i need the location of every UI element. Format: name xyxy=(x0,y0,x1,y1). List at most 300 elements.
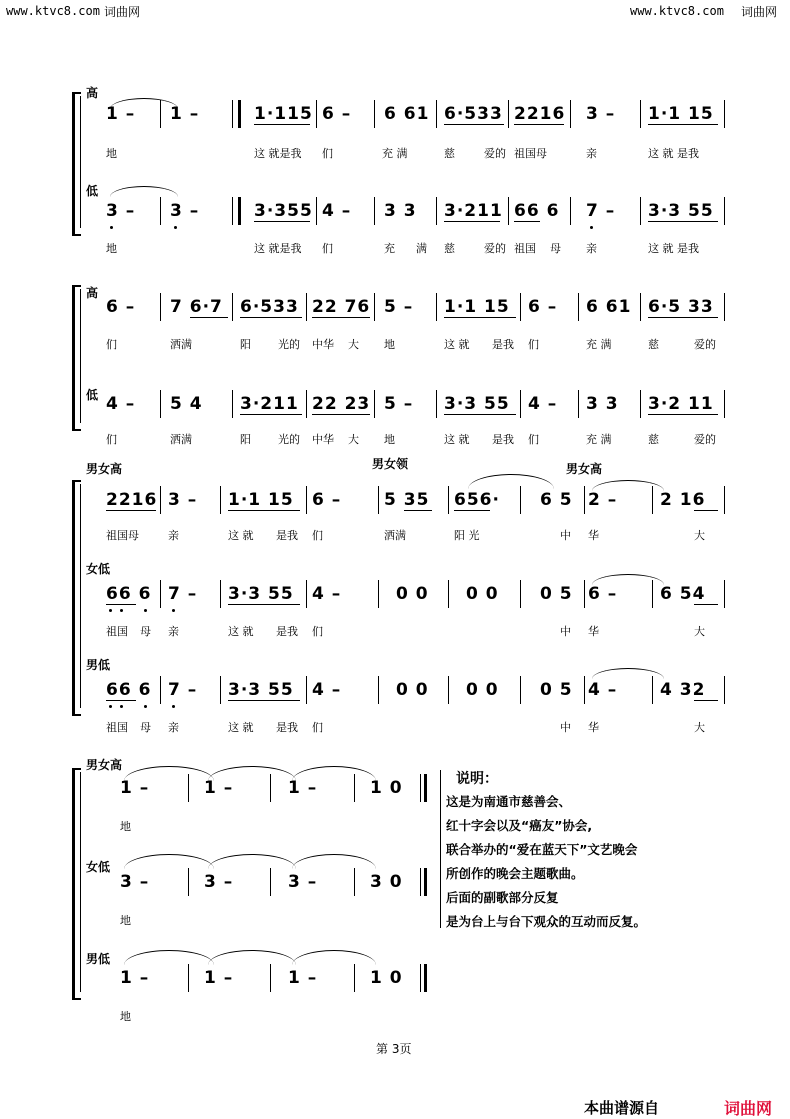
note-group: 3 0 xyxy=(370,872,403,892)
note-group: 656· xyxy=(454,490,500,510)
underline xyxy=(404,510,432,511)
underline xyxy=(694,604,718,605)
underline xyxy=(648,414,718,415)
note-group: 22 23 xyxy=(312,394,371,414)
note-group: 0 0 xyxy=(466,680,499,700)
lyric: 祖国 xyxy=(106,625,128,638)
lyric: 母 xyxy=(550,242,561,255)
barline xyxy=(160,580,161,608)
note-group: 1 – xyxy=(170,104,200,124)
underline xyxy=(240,414,302,415)
barline xyxy=(316,197,317,225)
barline xyxy=(724,390,725,418)
low-octave-dot xyxy=(144,705,147,708)
tie xyxy=(110,186,178,197)
underline xyxy=(228,510,300,511)
tie xyxy=(124,854,214,869)
barline xyxy=(578,293,579,321)
low-octave-dot xyxy=(590,226,593,229)
note-group: 1 – xyxy=(120,778,150,798)
lyric: 这 就 xyxy=(228,721,254,734)
barline xyxy=(232,390,233,418)
note-group: 2 – xyxy=(588,490,618,510)
underline xyxy=(444,221,500,222)
underline xyxy=(254,221,310,222)
barline xyxy=(570,197,571,225)
barline xyxy=(724,293,725,321)
notes-line: 红十字会以及“癌友”协会, xyxy=(446,818,593,833)
underline xyxy=(694,700,718,701)
header-left-site: 词曲网 xyxy=(104,5,141,19)
tie xyxy=(208,950,296,965)
note-group: 1·115 xyxy=(254,104,313,124)
underline xyxy=(694,510,718,511)
low-octave-dot xyxy=(109,609,112,612)
lyric: 地 xyxy=(106,242,117,255)
final-barline xyxy=(424,774,427,802)
note-group: 3·211 xyxy=(444,201,503,221)
voice-label-male-female-high: 男女高 xyxy=(86,758,123,772)
lyric: 中华 xyxy=(312,433,334,446)
lyric: 爱的 xyxy=(484,242,506,255)
barline xyxy=(188,964,189,992)
underline xyxy=(254,124,310,125)
notes-line: 后面的副歌部分反复 xyxy=(446,890,559,905)
note-group: 1·1 15 xyxy=(444,297,510,317)
underline xyxy=(106,510,156,511)
lyric: 祖国母 xyxy=(106,529,139,542)
lyric: 爱的 xyxy=(484,147,506,160)
lyric: 地 xyxy=(120,914,131,927)
underline xyxy=(312,414,370,415)
barline xyxy=(232,197,233,225)
barline xyxy=(160,293,161,321)
lyric: 母 xyxy=(140,721,151,734)
underline xyxy=(648,221,718,222)
barline xyxy=(520,676,521,704)
note-group: 1 – xyxy=(106,104,136,124)
barline xyxy=(640,390,641,418)
underline xyxy=(312,317,370,318)
barline xyxy=(520,580,521,608)
barline xyxy=(640,100,641,128)
notes-line: 这是为南通市慈善会、 xyxy=(446,794,572,809)
barline xyxy=(420,964,421,992)
underline xyxy=(444,317,516,318)
note-group: 3 – xyxy=(204,872,234,892)
note-group: 1 – xyxy=(288,968,318,988)
voice-label-male-female-lead: 男女领 xyxy=(372,457,409,471)
lyric: 大 xyxy=(348,433,359,446)
note-group: 5 – xyxy=(384,297,414,317)
note-group: 6·533 xyxy=(240,297,299,317)
lyric: 是我 xyxy=(276,721,298,734)
barline xyxy=(508,100,509,128)
barline xyxy=(306,676,307,704)
lyric: 亲 xyxy=(586,147,597,160)
note-group: 3·2 11 xyxy=(648,394,714,414)
note-group: 3 – xyxy=(288,872,318,892)
lyric: 地 xyxy=(120,1010,131,1023)
lyric: 这 就是我 xyxy=(254,147,302,160)
underline xyxy=(514,221,540,222)
barline xyxy=(584,580,585,608)
lyric: 们 xyxy=(312,625,323,638)
note-group: 66 6 xyxy=(106,584,152,604)
barline xyxy=(520,390,521,418)
barline xyxy=(160,486,161,514)
tie xyxy=(292,950,376,965)
low-octave-dot xyxy=(110,226,113,229)
lyric: 阳 xyxy=(240,433,251,446)
note-group: 7 – xyxy=(168,584,198,604)
header-right-site: 词曲网 xyxy=(741,5,778,19)
lyric: 这 就 xyxy=(444,338,470,351)
low-octave-dot xyxy=(120,609,123,612)
lyric: 这 就 xyxy=(228,529,254,542)
voice-label-male-low: 男低 xyxy=(86,952,111,966)
underline xyxy=(240,317,302,318)
barline xyxy=(436,293,437,321)
note-group: 3·355 xyxy=(254,201,313,221)
page-number: 第 3页 xyxy=(376,1042,412,1056)
barline xyxy=(160,676,161,704)
lyric: 母 xyxy=(140,625,151,638)
underline xyxy=(444,124,504,125)
note-group: 1 0 xyxy=(370,968,403,988)
site-logo: 词曲网 xyxy=(724,1099,773,1118)
note-group: 6·533 xyxy=(444,104,503,124)
barline xyxy=(640,197,641,225)
notes-line: 联合举办的“爱在蓝天下”文艺晚会 xyxy=(446,842,638,857)
note-group: 0 5 xyxy=(540,680,573,700)
note-group: 3·3 55 xyxy=(228,584,294,604)
lyric: 这 就 是我 xyxy=(648,242,699,255)
note-group: 6 – xyxy=(588,584,618,604)
barline xyxy=(378,676,379,704)
underline xyxy=(454,510,490,511)
barline xyxy=(378,486,379,514)
lyric: 大 xyxy=(694,529,705,542)
voice-label-high: 高 xyxy=(86,86,99,100)
note-group: 3·3 55 xyxy=(648,201,714,221)
note-group: 3 3 xyxy=(384,201,417,221)
barline xyxy=(640,293,641,321)
lyric: 华 xyxy=(588,721,599,734)
barline xyxy=(652,676,653,704)
barline xyxy=(220,486,221,514)
lyric: 们 xyxy=(106,433,117,446)
lyric: 这 就 xyxy=(228,625,254,638)
barline xyxy=(448,486,449,514)
notes-title: 说明： xyxy=(456,771,498,787)
underline xyxy=(648,317,718,318)
note-group: 3 – xyxy=(120,872,150,892)
note-group: 7 – xyxy=(586,201,616,221)
note-group: 2 16 xyxy=(660,490,706,510)
note-group: 3 3 xyxy=(586,394,619,414)
note-group: 1 0 xyxy=(370,778,403,798)
voice-label-male-low: 男低 xyxy=(86,658,111,672)
note-group: 5 35 xyxy=(384,490,430,510)
barline xyxy=(584,486,585,514)
header-left-url: www.ktvc8.com xyxy=(6,4,100,18)
barline xyxy=(160,390,161,418)
lyric: 地 xyxy=(120,820,131,833)
barline xyxy=(724,486,725,514)
lyric: 华 xyxy=(588,529,599,542)
note-group: 2216 xyxy=(514,104,566,124)
note-group: 4 – xyxy=(528,394,558,414)
low-octave-dot xyxy=(172,705,175,708)
lyric: 亲 xyxy=(586,242,597,255)
lyric: 是我 xyxy=(492,433,514,446)
note-group: 7 6·7 xyxy=(170,297,223,317)
note-group: 1·1 15 xyxy=(648,104,714,124)
low-octave-dot xyxy=(144,609,147,612)
system-line xyxy=(80,289,81,423)
low-octave-dot xyxy=(174,226,177,229)
lyric: 洒满 xyxy=(384,529,406,542)
underline xyxy=(228,700,300,701)
voice-label-high: 高 xyxy=(86,286,99,300)
barline xyxy=(520,293,521,321)
note-group: 66 6 xyxy=(106,680,152,700)
lyric: 中华 xyxy=(312,338,334,351)
barline xyxy=(448,676,449,704)
note-group: 6 54 xyxy=(660,584,706,604)
note-group: 5 – xyxy=(384,394,414,414)
lyric: 地 xyxy=(384,338,395,351)
note-group: 0 0 xyxy=(396,584,429,604)
lyric: 中 xyxy=(560,529,571,542)
system-line xyxy=(80,484,81,708)
lyric: 祖国 xyxy=(106,721,128,734)
barline xyxy=(508,197,509,225)
barline xyxy=(374,293,375,321)
barline xyxy=(520,486,521,514)
underline xyxy=(190,317,228,318)
voice-label-low: 低 xyxy=(86,388,99,402)
lyric: 大 xyxy=(694,721,705,734)
barline xyxy=(316,100,317,128)
lyric: 这 就 是我 xyxy=(648,147,699,160)
barline xyxy=(420,774,421,802)
lyric: 充 满 xyxy=(586,433,612,446)
note-group: 1 – xyxy=(204,968,234,988)
lyric: 们 xyxy=(528,433,539,446)
lyric: 们 xyxy=(528,338,539,351)
tie xyxy=(468,474,554,489)
lyric: 华 xyxy=(588,625,599,638)
barline xyxy=(220,580,221,608)
header-right-url: www.ktvc8.com xyxy=(630,4,724,18)
barline xyxy=(724,197,725,225)
barline xyxy=(584,676,585,704)
voice-label-male-female-high: 男女高 xyxy=(86,462,123,476)
barline xyxy=(724,580,725,608)
underline xyxy=(228,604,300,605)
note-group: 3·3 55 xyxy=(228,680,294,700)
barline xyxy=(436,100,437,128)
barline xyxy=(270,868,271,896)
lyric: 充 xyxy=(384,242,395,255)
lyric: 中 xyxy=(560,625,571,638)
low-octave-dot xyxy=(109,705,112,708)
note-group: 6 – xyxy=(106,297,136,317)
note-group: 4 – xyxy=(588,680,618,700)
lyric: 们 xyxy=(322,242,333,255)
underline xyxy=(106,604,136,605)
note-group: 6 – xyxy=(528,297,558,317)
lyric: 洒满 xyxy=(170,338,192,351)
underline xyxy=(444,414,516,415)
note-group: 1 – xyxy=(204,778,234,798)
lyric: 们 xyxy=(312,721,323,734)
note-group: 3·211 xyxy=(240,394,299,414)
lyric: 充 满 xyxy=(586,338,612,351)
lyric: 阳 光 xyxy=(454,529,480,542)
barline xyxy=(570,100,571,128)
underline xyxy=(648,124,718,125)
repeat-barline xyxy=(238,100,241,128)
note-group: 3 – xyxy=(170,201,200,221)
note-group: 66 6 xyxy=(514,201,560,221)
voice-label-male-female-high: 男女高 xyxy=(566,462,603,476)
lyric: 洒满 xyxy=(170,433,192,446)
final-barline xyxy=(424,868,427,896)
note-group: 6 5 xyxy=(540,490,573,510)
barline xyxy=(436,390,437,418)
lyric: 这 就 xyxy=(444,433,470,446)
lyric: 满 xyxy=(416,242,427,255)
note-group: 0 5 xyxy=(540,584,573,604)
barline xyxy=(306,293,307,321)
note-group: 6 61 xyxy=(586,297,632,317)
lyric: 地 xyxy=(106,147,117,160)
underline xyxy=(514,124,564,125)
lyric: 这 就是我 xyxy=(254,242,302,255)
note-group: 3 – xyxy=(106,201,136,221)
lyric: 大 xyxy=(348,338,359,351)
lyric: 祖国 xyxy=(514,242,536,255)
source-text: 本曲谱源自 xyxy=(584,1099,660,1117)
note-group: 4 32 xyxy=(660,680,706,700)
note-group: 1 – xyxy=(120,968,150,988)
notes-line: 所创作的晚会主题歌曲。 xyxy=(446,866,584,881)
note-group: 1 – xyxy=(288,778,318,798)
barline xyxy=(448,580,449,608)
lyric: 是我 xyxy=(276,529,298,542)
lyric: 亲 xyxy=(168,529,179,542)
lyric: 大 xyxy=(694,625,705,638)
barline xyxy=(306,580,307,608)
lyric: 爱的 xyxy=(694,433,716,446)
note-group: 6 – xyxy=(322,104,352,124)
barline xyxy=(578,390,579,418)
note-group: 3·3 55 xyxy=(444,394,510,414)
barline xyxy=(232,293,233,321)
note-group: 6 – xyxy=(312,490,342,510)
lyric: 地 xyxy=(384,433,395,446)
lyric: 是我 xyxy=(276,625,298,638)
note-group: 6·5 33 xyxy=(648,297,714,317)
barline xyxy=(374,390,375,418)
barline xyxy=(306,486,307,514)
lyric: 充 满 xyxy=(382,147,408,160)
barline xyxy=(354,868,355,896)
barline xyxy=(160,197,161,225)
barline xyxy=(232,100,233,128)
lyric: 慈 xyxy=(444,147,455,160)
tie xyxy=(124,950,214,965)
barline xyxy=(378,580,379,608)
note-group: 7 – xyxy=(168,680,198,700)
lyric: 是我 xyxy=(492,338,514,351)
note-group: 2216 xyxy=(106,490,158,510)
low-octave-dot xyxy=(120,705,123,708)
lyric: 慈 xyxy=(648,433,659,446)
voice-label-female-low: 女低 xyxy=(86,562,111,576)
note-group: 22 76 xyxy=(312,297,371,317)
system-line xyxy=(80,96,81,228)
barline xyxy=(354,964,355,992)
tie xyxy=(208,854,296,869)
lyric: 们 xyxy=(106,338,117,351)
underline xyxy=(106,700,136,701)
lyric: 慈 xyxy=(648,338,659,351)
note-group: 4 – xyxy=(312,584,342,604)
barline xyxy=(220,676,221,704)
barline xyxy=(724,100,725,128)
lyric: 爱的 xyxy=(694,338,716,351)
notes-divider xyxy=(440,770,441,928)
notes-line: 是为台上与台下观众的互动而反复。 xyxy=(446,914,647,929)
voice-label-female-low: 女低 xyxy=(86,860,111,874)
lyric: 祖国母 xyxy=(514,147,547,160)
low-octave-dot xyxy=(172,609,175,612)
note-group: 1·1 15 xyxy=(228,490,294,510)
repeat-barline xyxy=(238,197,241,225)
final-barline xyxy=(424,964,427,992)
lyric: 们 xyxy=(312,529,323,542)
tie xyxy=(592,668,664,679)
note-group: 0 0 xyxy=(396,680,429,700)
note-group: 6 61 xyxy=(384,104,430,124)
system-line xyxy=(80,772,81,992)
barline xyxy=(420,868,421,896)
barline xyxy=(436,197,437,225)
lyric: 中 xyxy=(560,721,571,734)
note-group: 0 0 xyxy=(466,584,499,604)
voice-label-low: 低 xyxy=(86,184,99,198)
barline xyxy=(188,868,189,896)
barline xyxy=(724,676,725,704)
barline xyxy=(306,390,307,418)
note-group: 4 – xyxy=(322,201,352,221)
note-group: 3 – xyxy=(586,104,616,124)
barline xyxy=(270,964,271,992)
barline xyxy=(374,197,375,225)
lyric: 光的 xyxy=(278,338,300,351)
lyric: 亲 xyxy=(168,625,179,638)
lyric: 们 xyxy=(322,147,333,160)
barline xyxy=(374,100,375,128)
note-group: 5 4 xyxy=(170,394,203,414)
tie xyxy=(292,854,376,869)
lyric: 亲 xyxy=(168,721,179,734)
lyric: 阳 xyxy=(240,338,251,351)
